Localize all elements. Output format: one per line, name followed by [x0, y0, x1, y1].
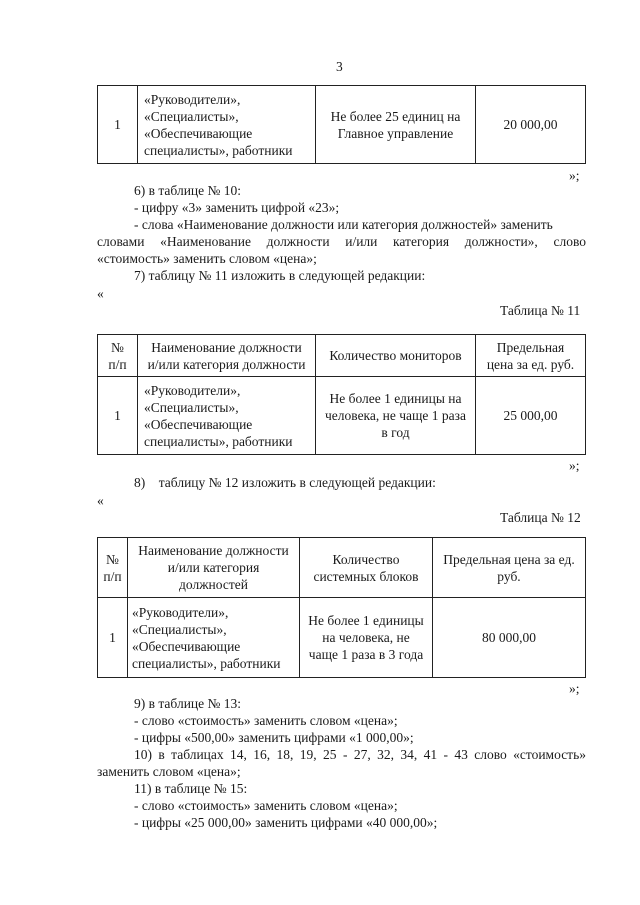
quantity-cell: [316, 86, 476, 164]
item-10-line: заменить словом «цена»;: [97, 764, 241, 779]
role-line: «Обеспечивающие: [144, 416, 253, 432]
item-6-line: - слова «Наименование должности или категория должностей» заменить: [134, 217, 553, 232]
role-line: специалисты», работники: [144, 433, 293, 449]
item-11-line: - цифры «25 000,00» заменить цифрами «40 000,00»;: [134, 815, 438, 830]
role-line: специалисты», работники: [144, 142, 293, 158]
quantity-line: чаще 1 раза в 3 года: [308, 647, 424, 662]
opening-quote: «: [97, 493, 104, 508]
quantity-line: на человека, не: [322, 630, 410, 645]
header-name: [128, 538, 300, 598]
table-12-caption: Таблица № 12: [500, 510, 581, 525]
quantity-cell: [300, 598, 433, 678]
item-6-heading: 6) в таблице № 10:: [134, 183, 242, 198]
header-price: [433, 538, 586, 598]
item-7-heading: 7) таблицу № 11 изложить в следующей редакции:: [134, 268, 426, 283]
table-row: [98, 86, 586, 164]
item-9-line: - слово «стоимость» заменить словом «цена»;: [134, 713, 398, 728]
closing-quote: »;: [569, 168, 580, 183]
price-cell: 20 000,00: [476, 86, 586, 164]
quantity-line: Не более 1 единицы: [308, 613, 424, 628]
table-10-continuation: [97, 85, 586, 164]
table-row: [98, 598, 586, 678]
price-cell: 25 000,00: [476, 377, 586, 455]
role-line: «Специалисты»,: [132, 621, 227, 637]
quantity-line: Не более 1 единицы на: [329, 391, 462, 406]
role-line: «Обеспечивающие: [132, 638, 241, 654]
table-header-row: [98, 335, 586, 377]
header-line: №: [106, 551, 119, 567]
item-8-heading: 8) таблицу № 12 изложить в следующей редакции:: [134, 475, 436, 490]
header-line: Предельная: [496, 339, 565, 355]
quantity-cell: [316, 377, 476, 455]
item-9-line: - цифры «500,00» заменить цифрами «1 000,00»;: [134, 730, 414, 745]
roles-cell: [138, 86, 316, 164]
header-line: п/п: [108, 356, 127, 372]
header-line: Предельная цена за ед.: [443, 551, 575, 567]
quantity-line: в год: [381, 425, 410, 440]
role-line: «Обеспечивающие: [144, 125, 253, 141]
quantity-line: человека, не чаще 1 раза: [325, 408, 466, 423]
role-line: специалисты», работники: [132, 655, 281, 671]
row-number: 1: [98, 86, 138, 164]
item-11-line: - слово «стоимость» заменить словом «цена»;: [134, 798, 398, 813]
header-line: Наименование должности: [138, 543, 289, 558]
header-line: и/или категория: [167, 560, 260, 575]
closing-quote: »;: [569, 458, 580, 473]
table-header-row: [98, 538, 586, 598]
header-line: руб.: [497, 568, 521, 584]
header-quantity: [300, 538, 433, 598]
header-price: [476, 335, 586, 377]
opening-quote: «: [97, 286, 104, 301]
header-line: и/или категория должности: [147, 356, 306, 372]
row-number: 1: [98, 377, 138, 455]
quantity-line: Главное управление: [337, 125, 454, 141]
row-number: 1: [98, 598, 128, 678]
quantity-line: Не более 25 единиц на: [330, 108, 461, 124]
header-line: должностей: [179, 577, 248, 592]
header-line: цена за ед. руб.: [486, 356, 575, 372]
role-line: «Специалисты»,: [144, 108, 239, 124]
page-number: 3: [336, 59, 343, 74]
header-line: системных блоков: [313, 568, 419, 584]
role-line: «Руководители»,: [132, 604, 229, 620]
header-line: п/п: [103, 568, 122, 584]
table-12: [97, 537, 586, 678]
item-6-line: - цифру «3» заменить цифрой «23»;: [134, 200, 340, 215]
table-row: [98, 377, 586, 455]
roles-cell: [138, 377, 316, 455]
item-6-line: словами «Наименование должности и/или категория должности», слово: [97, 234, 586, 249]
table-11: [97, 334, 586, 455]
header-line: №: [111, 339, 124, 355]
item-11-heading: 11) в таблице № 15:: [134, 781, 248, 796]
role-line: «Руководители»,: [144, 382, 241, 398]
item-9-heading: 9) в таблице № 13:: [134, 696, 242, 711]
table-11-caption: Таблица № 11: [500, 303, 581, 318]
header-line: Количество: [332, 551, 400, 567]
item-6-line: «стоимость» заменить словом «цена»;: [97, 251, 317, 266]
role-line: «Руководители»,: [144, 91, 241, 107]
role-line: «Специалисты»,: [144, 399, 239, 415]
header-number: [98, 538, 128, 598]
closing-quote: »;: [569, 681, 580, 696]
price-cell: 80 000,00: [433, 598, 586, 678]
item-10-line: 10) в таблицах 14, 16, 18, 19, 25 - 27, 32, 34, 41 - 43 слово «стоимость»: [134, 747, 586, 762]
header-number: [98, 335, 138, 377]
header-line: Наименование должности: [151, 339, 302, 355]
header-name: [138, 335, 316, 377]
header-quantity: Количество мониторов: [316, 335, 476, 377]
roles-cell: [128, 598, 300, 678]
